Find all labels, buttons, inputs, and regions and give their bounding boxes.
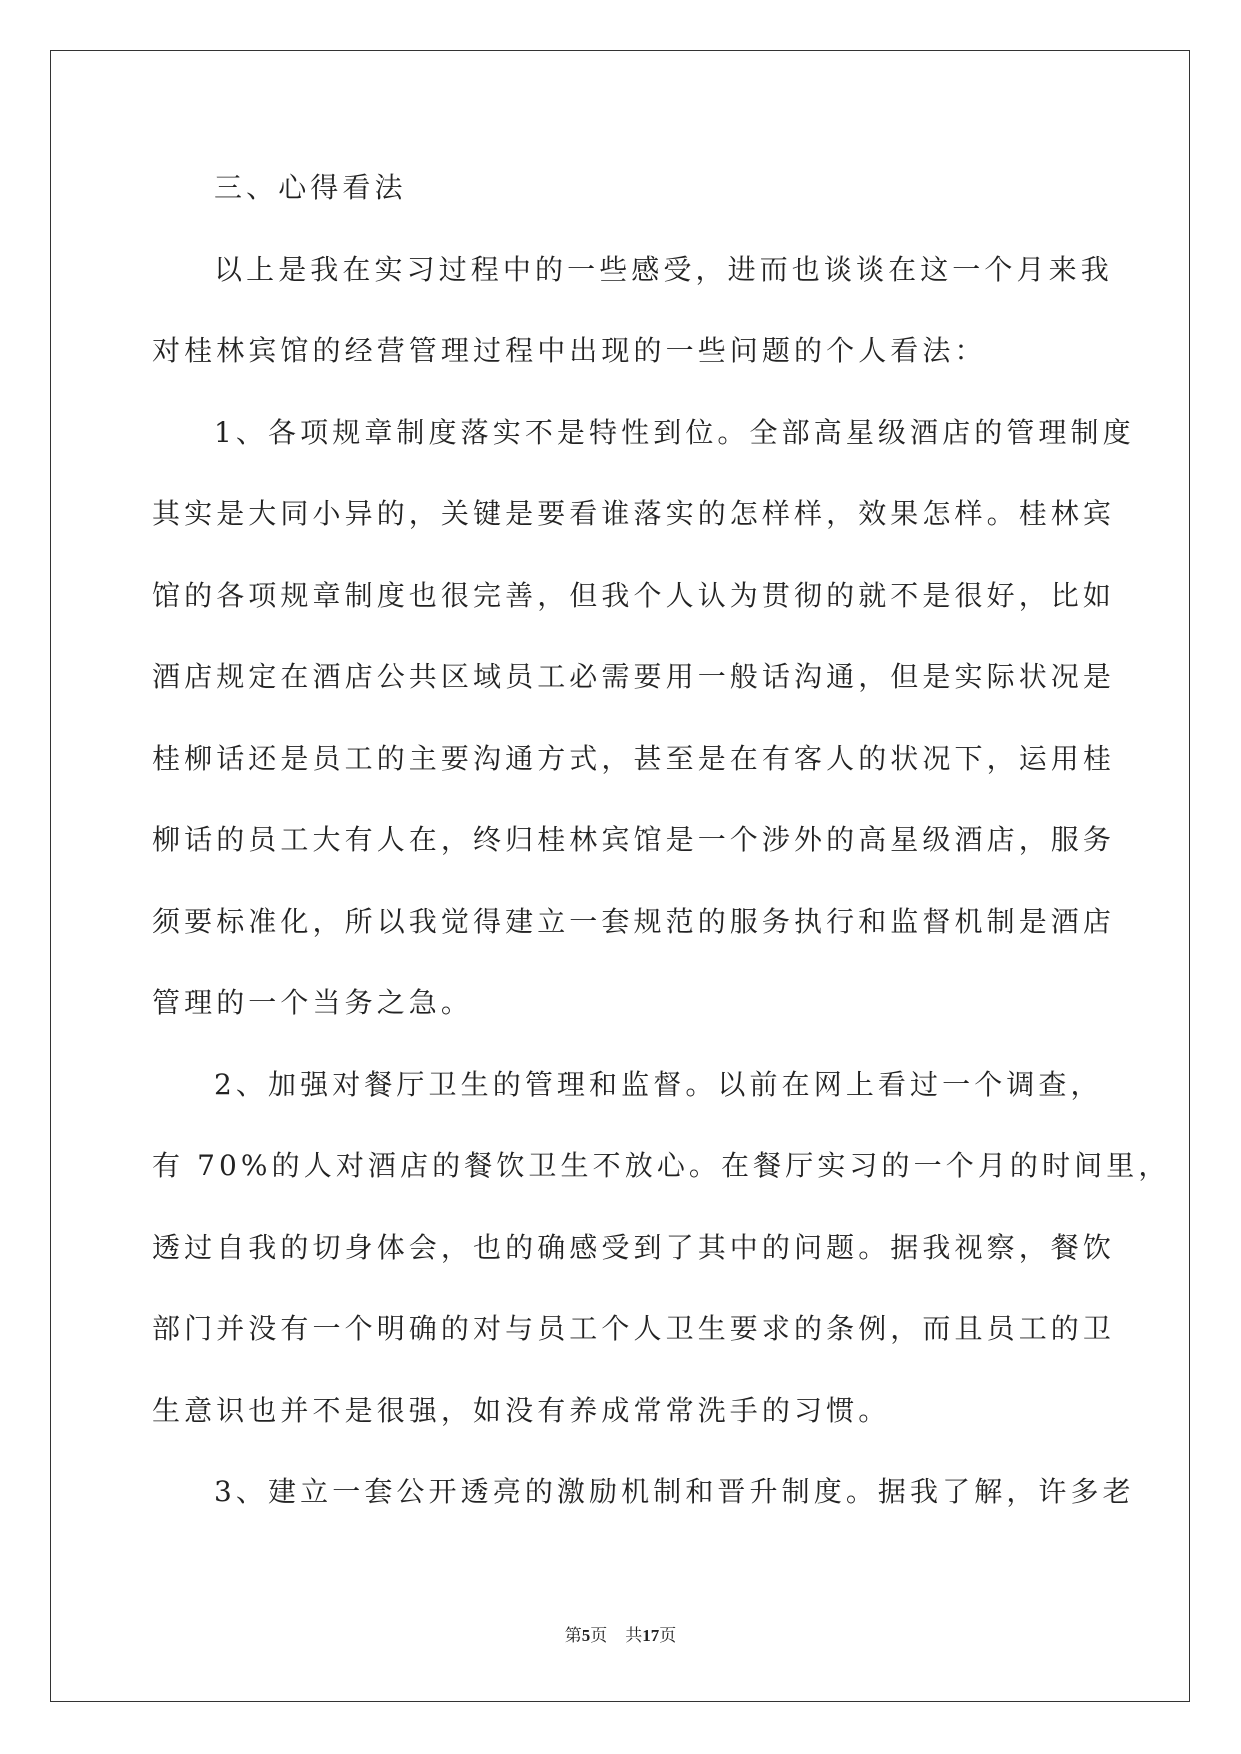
page-suffix: 页 — [590, 1626, 608, 1645]
paragraph-line: 桂柳话还是员工的主要沟通方式，甚至是在有客人的状况下，运用桂 — [152, 741, 1116, 775]
paragraph-line: 管理的一个当务之急。 — [152, 986, 474, 1019]
paragraph-line: 2、加强对餐厅卫生的管理和监督。以前在网上看过一个调查， — [214, 1067, 1103, 1101]
paragraph-line: 有 70%的人对酒店的餐饮卫生不放心。在餐厅实习的一个月的时间里， — [152, 1149, 1171, 1182]
paragraph-line: 其实是大同小异的，关键是要看谁落实的怎样样，效果怎样。桂林宾 — [152, 497, 1116, 530]
page-prefix: 第 — [564, 1626, 582, 1645]
paragraph-line: 馆的各项规章制度也很完善，但我个人认为贯彻的就不是很好，比如 — [152, 578, 1116, 612]
paragraph-line: 酒店规定在酒店公共区域员工必需要用一般话沟通，但是实际状况是 — [152, 660, 1116, 693]
page-number: 5 — [581, 1626, 591, 1645]
paragraph-line: 柳话的员工大有人在，终归桂林宾馆是一个涉外的高星级酒店，服务 — [152, 823, 1116, 856]
total-prefix: 共 — [625, 1626, 643, 1645]
paragraph-line: 须要标准化，所以我觉得建立一套规范的服务执行和监督机制是酒店 — [152, 904, 1116, 938]
document-body — [152, 158, 1171, 1544]
paragraph-line: 透过自我的切身体会，也的确感受到了其中的问题。据我视察，餐饮 — [152, 1230, 1116, 1264]
total-suffix: 页 — [659, 1626, 677, 1645]
total-pages: 17 — [642, 1626, 660, 1645]
paragraph-line: 以上是我在实习过程中的一些感受，进而也谈谈在这一个月来我 — [214, 252, 1113, 286]
paragraph-line: 部门并没有一个明确的对与员工个人卫生要求的条例，而且员工的卫 — [152, 1312, 1116, 1345]
page-footer — [0, 1621, 1241, 1646]
paragraph-line: 1、各项规章制度落实不是特性到位。全部高星级酒店的管理制度 — [214, 415, 1135, 449]
section-heading: 三、心得看法 — [214, 171, 407, 204]
paragraph-line: 对桂林宾馆的经营管理过程中出现的一些问题的个人看法： — [152, 334, 987, 367]
paragraph-line: 生意识也并不是很强，如没有养成常常洗手的习惯。 — [152, 1393, 891, 1427]
paragraph-line: 3、建立一套公开透亮的激励机制和晋升制度。据我了解，许多老 — [214, 1475, 1135, 1508]
